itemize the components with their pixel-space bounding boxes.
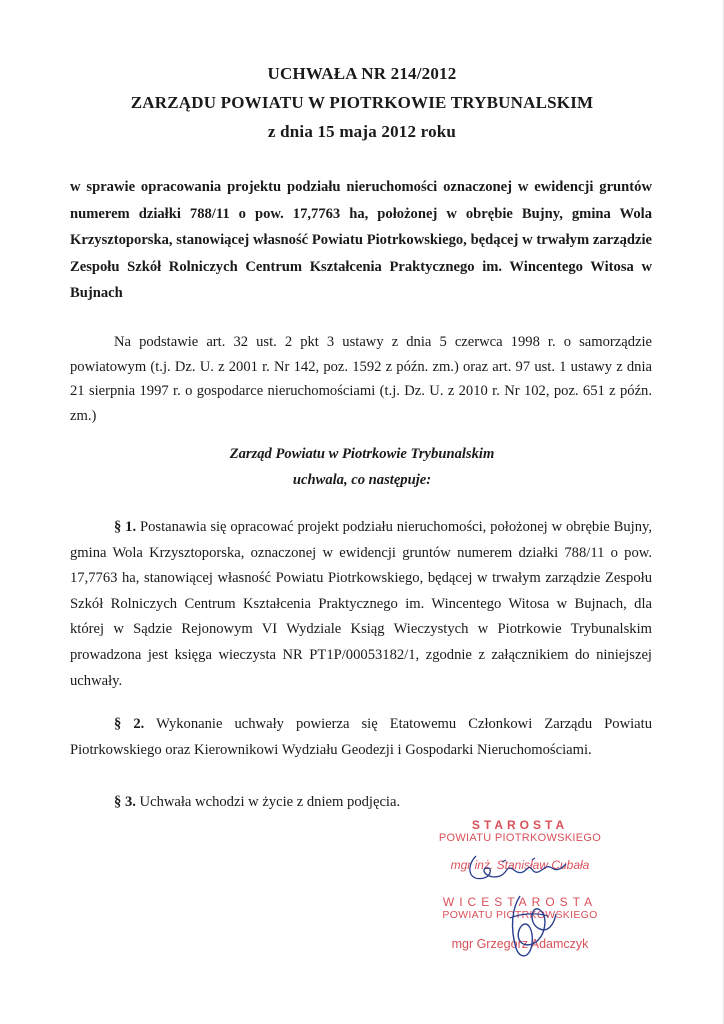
resolution-subject: w sprawie opracowania projektu podziału nieruchomości oznaczonej w ewidencji gruntów numerem działki 788/11 o pow. 17,7763 ha, położonej w obrębie Bujny, gmina Wola Krzysztoporska, stanowiącej własność Powiatu Piotrkowskiego, będącej w trwałym zarządzie Zespołu Szkół Rolniczych Centrum Kształcenia Praktycznego im. Wincentego Witosa w Bujnach bbox=[70, 179, 652, 301]
section-1-text: Postanawia się opracować projekt podziału nieruchomości, położonej w obrębie Bujny, gmina Wola Krzysztoporska, oznaczonej w ewidencji gruntów numerem działki 788/11 o pow. 17,7763 ha, stanowiącej własność Powiatu Piotrkowskiego, będącej w trwałym zarządzie Zespołu Szkół Rolniczych Centrum Kształcenia Praktycznego im. Wincentego Witosa w Bujnach, dla której w Sądzie Rejonowym VI Wydziale Ksiąg Wieczystych w Piotrkowie Trybunalskim prowadzona jest księga wieczysta NR PT1P/00053182/1, zgodnie z załącznikiem do niniejszej uchwały. bbox=[70, 519, 652, 689]
board-resolves: uchwala, co następuje: bbox=[292, 472, 432, 488]
resolution-number: UCHWAŁA NR 214/2012 bbox=[267, 64, 457, 83]
section-2-number: § 2. bbox=[114, 716, 145, 732]
resolution-date: z dnia 15 maja 2012 roku bbox=[267, 122, 457, 141]
stamp-title: WICESTAROSTA bbox=[442, 895, 598, 909]
section-3-number: § 3. bbox=[114, 794, 136, 810]
section-1 bbox=[70, 515, 652, 694]
section-3 bbox=[70, 790, 652, 816]
issuing-body: ZARZĄDU POWIATU W PIOTRKOWIE TRYBUNALSKIM bbox=[130, 93, 594, 112]
stamp-organization: POWIATU PIOTRKOWSKIEGO bbox=[442, 909, 598, 921]
stamp-title: STAROSTA bbox=[471, 818, 569, 832]
section-2 bbox=[70, 712, 652, 763]
legal-basis: Na podstawie art. 32 ust. 2 pkt 3 ustawy z dnia 5 czerwca 1998 r. o samorządzie powiatowym (t.j. Dz. U. z 2001 r. Nr 142, poz. 1592 z późn. zm.) oraz art. 97 ust. 1 ustawy z dnia 21 sierpnia 1997 r. o gospodarce nieruchomościami (t.j. Dz. U. z 2010 r. Nr 102, poz. 651 z późn. zm.) bbox=[70, 334, 652, 425]
section-2-text: Wykonanie uchwały powierza się Etatowemu Członkowi Zarządu Powiatu Piotrkowskiego oraz Kierownikowi Wydziału Geodezji i Gospodarki Nieruchomościami. bbox=[70, 716, 652, 758]
stamp-signatory-name: mgr Grzegorz Adamczyk bbox=[451, 937, 589, 951]
starosta-signature bbox=[462, 848, 582, 888]
wicestarosta-signature bbox=[490, 888, 570, 968]
board-name: Zarząd Powiatu w Piotrkowie Trybunalskim bbox=[229, 446, 495, 462]
stamp-signatory-name: mgr inż. Stanisław Cubała bbox=[450, 858, 590, 872]
stamp-organization: POWIATU PIOTRKOWSKIEGO bbox=[438, 832, 602, 844]
section-1-number: § 1. bbox=[114, 519, 137, 535]
section-3-text: Uchwała wchodzi w życie z dniem podjęcia. bbox=[139, 794, 401, 810]
